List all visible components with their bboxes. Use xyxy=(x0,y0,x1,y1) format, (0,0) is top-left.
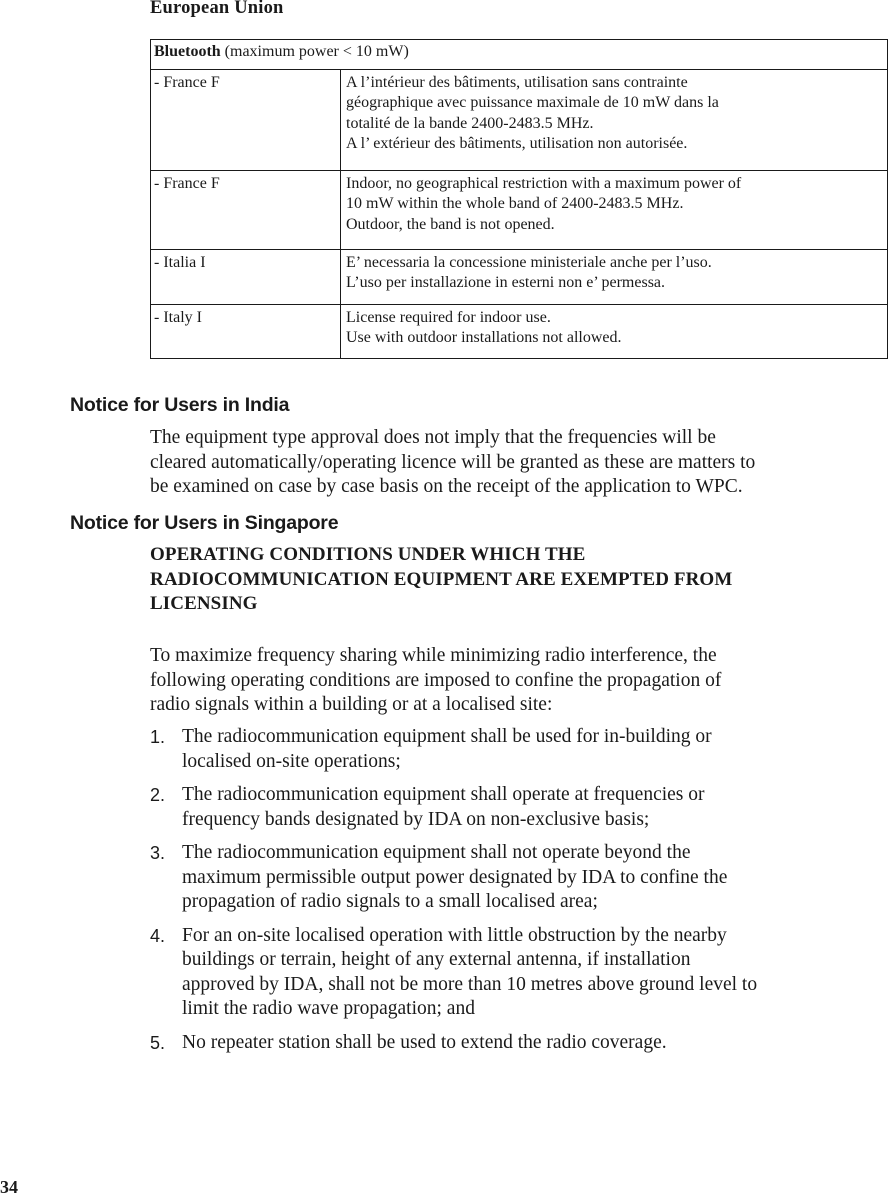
list-item-line: The radiocommunication equipment shall operate at frequencies or xyxy=(182,784,705,805)
paragraph-line: be examined on case by case basis on the receipt of the application to WPC. xyxy=(150,476,743,497)
page-number: 34 xyxy=(0,1177,18,1197)
description-line: Outdoor, the band is not opened. xyxy=(346,215,555,233)
list-item-line: The radiocommunication equipment shall be used for in-building or xyxy=(182,726,712,747)
heading-singapore-notice: Notice for Users in Singapore xyxy=(70,512,339,534)
description-line: Indoor, no geographical restriction with a maximum power of xyxy=(346,174,742,192)
description-line: License required for indoor use. xyxy=(346,308,551,326)
table-header-bold: Bluetooth xyxy=(154,43,221,60)
list-item-number: 4. xyxy=(150,925,166,946)
table-row xyxy=(151,170,888,249)
description-cell xyxy=(341,304,888,358)
table-header-cell xyxy=(151,40,888,70)
list-item xyxy=(150,924,889,1022)
list-item-number: 3. xyxy=(150,843,166,863)
list-item-line: limit the radio wave propagation; and xyxy=(182,998,475,1019)
list-item-line: frequency bands designated by IDA on non-exclusive basis; xyxy=(182,808,650,830)
list-item-line: For an on-site localised operation with little obstruction by the nearby xyxy=(182,924,727,946)
description-line: L’uso per installazione in esterni non e’ permessa. xyxy=(346,274,666,291)
singapore-conditions-list xyxy=(150,725,889,1064)
list-item-line: maximum permissible output power designated by IDA to confine the xyxy=(182,866,728,888)
country-cell: - Italia I xyxy=(151,249,341,304)
country-cell: - France F xyxy=(151,170,341,249)
description-line: totalité de la bande 2400-2483.5 MHz. xyxy=(346,114,594,132)
country-cell: - Italy I xyxy=(151,304,341,358)
table-header-text: (maximum power < 10 mW) xyxy=(220,43,409,60)
list-item xyxy=(150,841,889,915)
title-line: OPERATING CONDITIONS UNDER WHICH THE xyxy=(150,544,586,565)
description-cell xyxy=(341,170,888,249)
list-item xyxy=(150,725,889,774)
description-cell xyxy=(341,69,888,170)
singapore-intro-paragraph xyxy=(150,644,889,718)
description-line: Use with outdoor installations not allowed. xyxy=(346,329,622,346)
list-item-line: buildings or terrain, height of any external antenna, if installation xyxy=(182,949,691,970)
table-row xyxy=(151,304,888,358)
bluetooth-regulation-table xyxy=(150,39,888,359)
table-row xyxy=(151,69,888,170)
description-line: A l’ extérieur des bâtiments, utilisation non autorisée. xyxy=(346,135,688,152)
heading-india-notice: Notice for Users in India xyxy=(70,394,290,416)
country-cell: - France F xyxy=(151,69,341,170)
paragraph-line: following operating conditions are imposed to confine the propagation of xyxy=(150,669,722,691)
singapore-conditions-title xyxy=(150,543,889,617)
description-cell xyxy=(341,249,888,304)
description-line: géographique avec puissance maximale de 10 mW dans la xyxy=(346,94,719,111)
india-notice-paragraph xyxy=(150,426,889,500)
description-line: E’ necessaria la concessione ministeriale anche per l’uso. xyxy=(346,253,712,271)
title-line: RADIOCOMMUNICATION EQUIPMENT ARE EXEMPTED FROM xyxy=(150,568,733,590)
table-row xyxy=(151,249,888,304)
description-line: A l’intérieur des bâtiments, utilisation sans contrainte xyxy=(346,73,688,91)
section-title-european-union: European Union xyxy=(150,0,284,18)
list-item-number: 1. xyxy=(150,727,166,747)
paragraph-line: To maximize frequency sharing while minimizing radio interference, the xyxy=(150,645,717,666)
list-item-line: The radiocommunication equipment shall not operate beyond the xyxy=(182,842,691,863)
list-item-line: propagation of radio signals to a small localised area; xyxy=(182,891,598,912)
title-line: LICENSING xyxy=(150,593,258,614)
description-line: 10 mW within the whole band of 2400-2483.5 MHz. xyxy=(346,195,684,212)
list-item-number: 2. xyxy=(150,785,166,805)
paragraph-line: The equipment type approval does not imply that the frequencies will be xyxy=(150,427,716,448)
table-header-row xyxy=(151,40,888,70)
paragraph-line: cleared automatically/operating licence will be granted as these are matters to xyxy=(150,451,756,473)
list-item xyxy=(150,1031,889,1056)
list-item-line: No repeater station shall be used to extend the radio coverage. xyxy=(182,1031,667,1053)
list-item-number: 5. xyxy=(150,1032,166,1053)
list-item-line: approved by IDA, shall not be more than 10 metres above ground level to xyxy=(182,973,758,995)
list-item-line: localised on-site operations; xyxy=(182,750,401,772)
list-item xyxy=(150,783,889,832)
paragraph-line: radio signals within a building or at a localised site: xyxy=(150,694,553,715)
